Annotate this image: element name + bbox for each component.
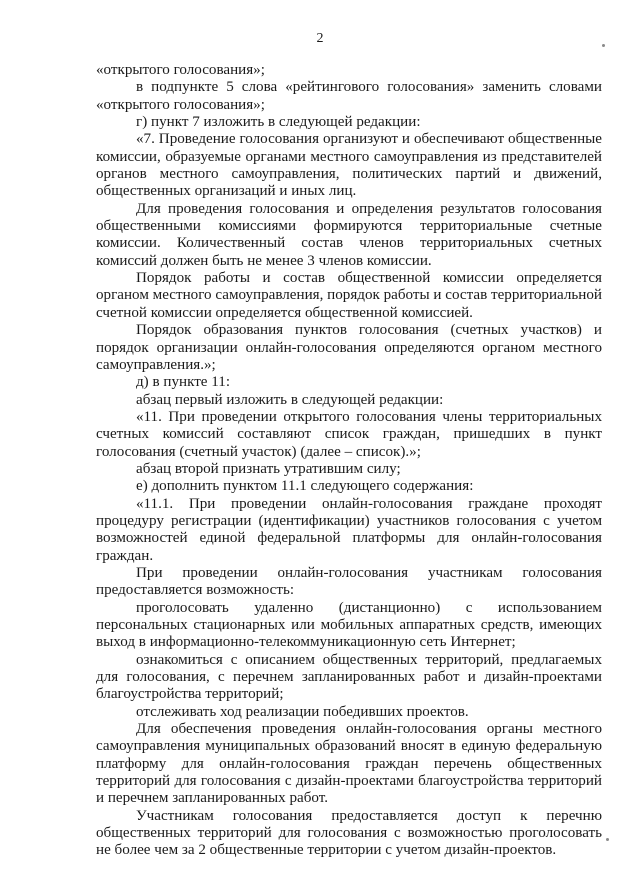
paragraph: абзац второй признать утратившим силу; (136, 460, 401, 477)
paragraph: отслеживать ход реализации победивших проектов. (136, 703, 469, 720)
paragraph: Порядок образования пунктов голосования (счетных участков) и порядок организации онлайн-голосования определяются органом местного самоуправления.»; (96, 322, 602, 373)
paragraph: абзац первый изложить в следующей редакции: (136, 391, 444, 408)
scan-speck (606, 838, 609, 841)
paragraph: «открытого голосования»; (96, 62, 265, 78)
paragraph: Для обеспечения проведения онлайн-голосования органы местного самоуправления муниципальных образований вносят в единую федеральную платформу для онлайн-голосования граждан перечень общественных территорий для голосования с дизайн-проектами благоустройства территорий и перечнем запланированных работ. (96, 721, 602, 807)
paragraph: При проведении онлайн-голосования участникам голосования предоставляется возможность: (96, 564, 602, 599)
paragraph: Для проведения голосования и определения результатов голосования общественными комиссиями формируются территориальные счетные комиссии. Количественный состав членов территориальных счетных комиссий должен быть не менее 3 членов комиссии. (96, 200, 602, 269)
page-number: 2 (316, 31, 324, 46)
paragraph: в подпункте 5 слова «рейтингового голосования» заменить словами «открытого голосования»; (96, 79, 602, 113)
paragraph: Порядок работы и состав общественной комиссии определяется органом местного самоуправления, порядок работы и состав территориальной счетной комиссии определяется общественной комиссией. (96, 270, 602, 321)
paragraph: проголосовать удаленно (дистанционно) с использованием персональных стационарных или мобильных аппаратных средств, имеющих выход в информационно-телекоммуникационную сеть Интернет; (96, 599, 602, 651)
paragraph: ознакомиться с описанием общественных территорий, предлагаемых для голосования, с перечнем запланированных работ и дизайн-проектами благоустройства территорий; (96, 651, 602, 703)
paragraph: г) пункт 7 изложить в следующей редакции: (136, 114, 421, 131)
paragraph: «7. Проведение голосования организуют и обеспечивают общественные комиссии, образуемые органами местного самоуправления из представителей органов местного самоуправления, политических партий и движений, общественных организаций и иных лиц. (96, 131, 602, 200)
document-body (96, 62, 602, 860)
scan-speck (602, 44, 605, 47)
paragraph: «11. При проведении открытого голосования члены территориальных счетных комиссий составляют список граждан, пришедших в пункт голосования (счетный участок) (далее – список).»; (96, 408, 602, 460)
paragraph: Участникам голосования предоставляется доступ к перечню общественных территорий для голосования с возможностью проголосовать не более чем за 2 общественные территории с учетом дизайн-проектов. (96, 807, 602, 859)
paragraph: д) в пункте 11: (136, 374, 231, 391)
paragraph: «11.1. При проведении онлайн-голосования граждане проходят процедуру регистрации (идентификации) участников голосования с учетом возможностей единой федеральной платформы для онлайн-голосования граждан. (96, 495, 602, 564)
paragraph: е) дополнить пунктом 11.1 следующего содержания: (136, 478, 474, 495)
